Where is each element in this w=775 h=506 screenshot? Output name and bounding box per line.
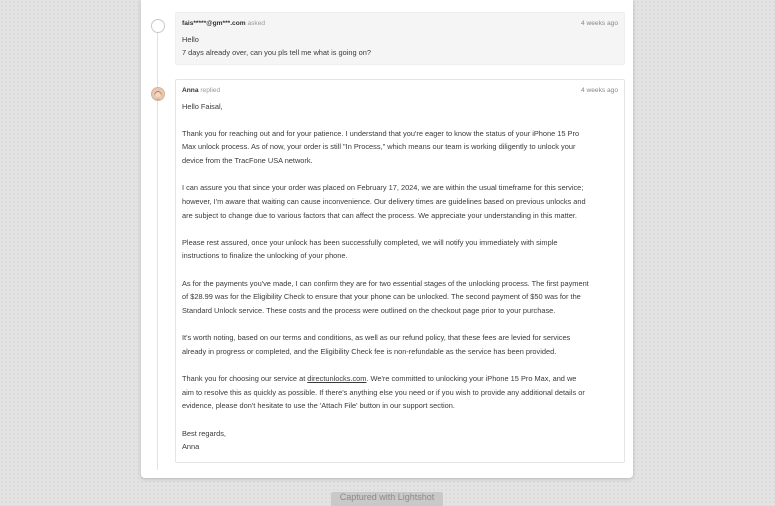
paragraph-line: device from the TracFone USA network. — [182, 156, 313, 166]
customer-message-meta — [182, 21, 618, 28]
paragraph-line: Please rest assured, once your unlock has been successfully completed, we will notify you immediately with simple — [182, 237, 558, 247]
paragraph-line: of $28.99 was for the Eligibility Check to ensure that your phone can be unlocked. The second payment of $50 was for the — [182, 292, 581, 302]
customer-line: Hello — [182, 34, 199, 44]
customer-sender: fais*****@gm***.com — [182, 20, 246, 27]
agent-reply — [175, 79, 625, 463]
customer-avatar-icon — [151, 19, 165, 33]
paragraph-line: already in progress or completed, and the Eligibility Check fee is non-refundable as the service has been provided. — [182, 346, 557, 356]
paragraph-line: As for the payments you've made, I can confirm they are for two essential stages of the unlocking process. The first payment — [182, 278, 589, 288]
reply-paragraph-5 — [182, 331, 618, 358]
reply-paragraph-3 — [182, 236, 618, 263]
agent-action: replied — [200, 87, 221, 94]
signoff-line: Best regards, — [182, 428, 226, 438]
customer-line: 7 days already over, can you pls tell me what is going on? — [182, 47, 371, 57]
reply-paragraph-4 — [182, 277, 618, 318]
reply-paragraph-2 — [182, 181, 618, 222]
paragraph-line: It's worth noting, based on our terms and conditions, as well as our refund policy, that these fees are levied for services — [182, 333, 571, 343]
reply-paragraph-1 — [182, 127, 618, 168]
support-thread-card — [141, 0, 633, 478]
agent-sender: Anna — [182, 87, 199, 94]
paragraph-line — [182, 372, 618, 386]
paragraph-line: I can assure you that since your order was placed on February 17, 2024, we are within the usual timeframe for this service; — [182, 183, 584, 193]
paragraph-line: Thank you for reaching out and for your patience. I understand that you're eager to know the status of your iPhone 15 Pro — [182, 128, 580, 138]
reply-signoff — [182, 427, 618, 454]
agent-avatar — [151, 87, 165, 101]
directunlocks-link[interactable]: directunlocks.com — [307, 374, 367, 384]
signature-line: Anna — [182, 442, 200, 452]
paragraph-text: . We're committed to unlocking your iPhone 15 Pro Max, and we — [366, 374, 577, 384]
paragraph-line: Standard Unlock service. These costs and the process were outlined on the checkout page prior to your purchase. — [182, 305, 556, 315]
paragraph-line: aim to resolve this as quickly as possible. If there's anything else you need or if you wish to provide any additional details or — [182, 387, 585, 397]
lightshot-watermark: Captured with Lightshot — [331, 492, 443, 506]
paragraph-line: Max unlock process. As of now, your order is still "In Process," which means our team is working diligently to unlock your — [182, 142, 576, 152]
paragraph-line: evidence, please don't hesitate to use the 'Attach File' button in our support section. — [182, 401, 455, 411]
agent-reply-meta — [182, 88, 618, 95]
paragraph-text: Thank you for choosing our service at — [182, 374, 308, 384]
paragraph-line: however, I'm aware that waiting can cause inconvenience. Our delivery times are guidelines based on previous unlocks and — [182, 196, 586, 206]
paragraph-line: instructions to finalize the unlocking of your phone. — [182, 251, 348, 261]
reply-greeting — [182, 100, 618, 114]
customer-action: asked — [247, 20, 266, 27]
customer-message — [175, 12, 625, 65]
paragraph-line: are subject to change due to various factors that can affect the process. We appreciate your understanding in this matter. — [182, 210, 577, 220]
reply-paragraph-6 — [182, 372, 618, 413]
greeting-line: Hello Faisal, — [182, 101, 223, 111]
customer-message-time: 4 weeks ago — [580, 20, 618, 27]
agent-reply-time: 4 weeks ago — [580, 87, 618, 94]
